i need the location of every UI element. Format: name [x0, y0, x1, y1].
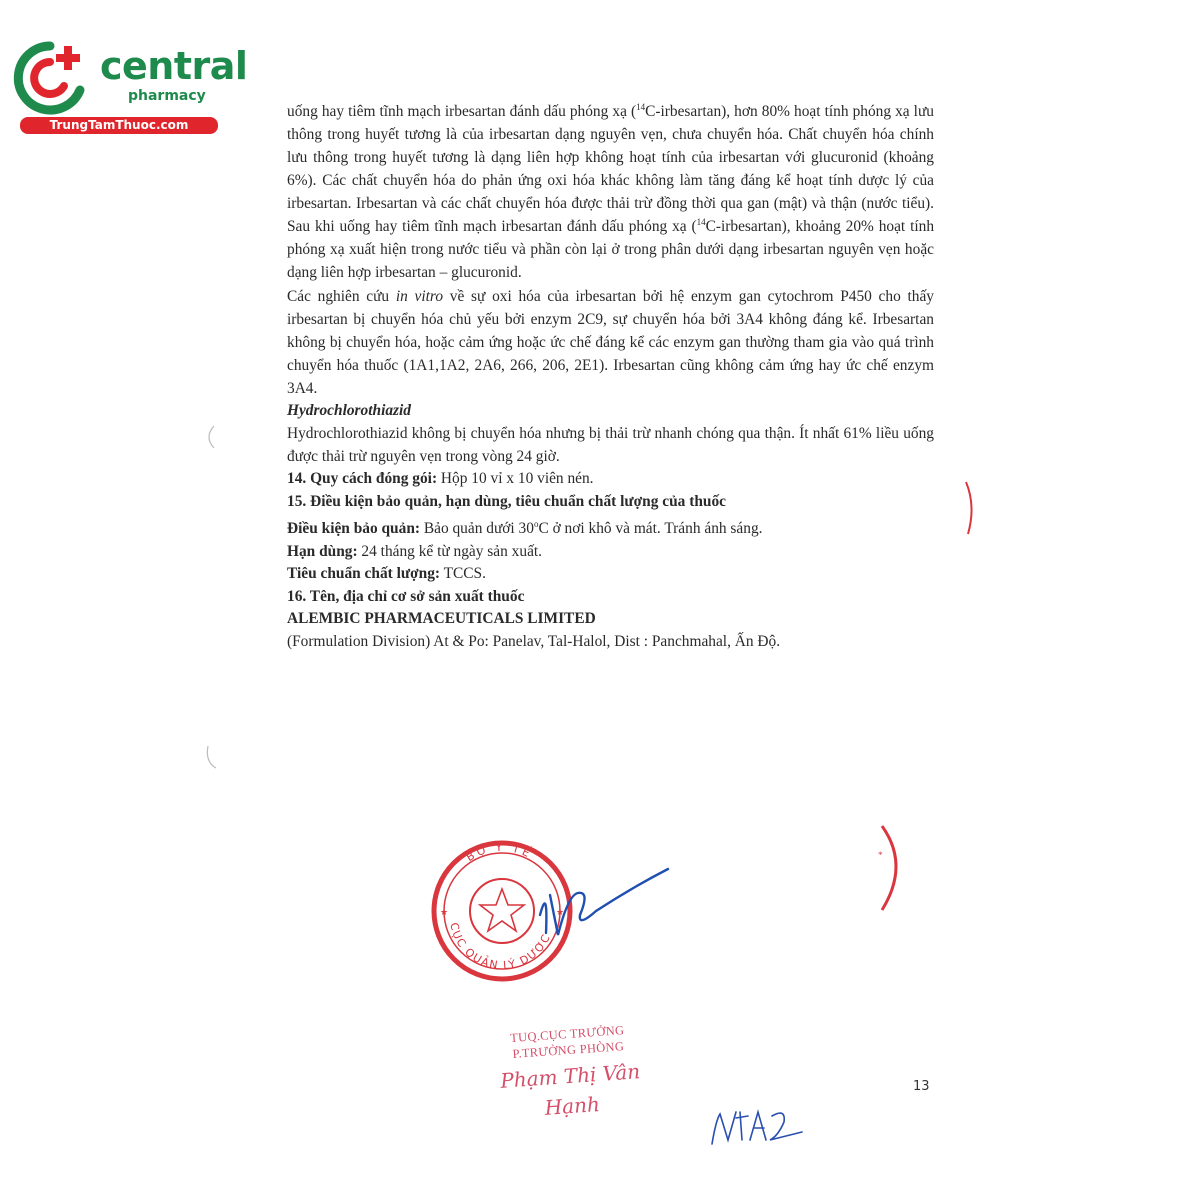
signatory-name: Phạm Thị Vân Hạnh — [499, 1059, 641, 1120]
svg-text:*: * — [878, 850, 883, 860]
section-15-title: 15. Điều kiện bảo quản, hạn dùng, tiêu chuẩn chất lượng của thuốc — [287, 492, 726, 510]
paragraph-hydrochlorothiazid: Hydrochlorothiazid không bị chuyển hóa nhưng bị thải trừ nhanh chóng qua thận. Ít nhất 61% liều uống được thải trừ nguyên vẹn trong vòng 24 giờ. — [287, 425, 934, 465]
storage-conditions: Điều kiện bảo quản: Bảo quản dưới 30$^o$C ở nơi khô và mát. Tránh ánh sáng. — [287, 519, 763, 538]
document-body — [287, 100, 934, 653]
pharmacy-cross-logo-icon — [10, 38, 90, 118]
shelf-life: Hạn dùng: 24 tháng kể từ ngày sản xuất. — [287, 542, 543, 560]
svg-text:★: ★ — [556, 907, 565, 917]
logo-subtitle: pharmacy — [128, 88, 206, 104]
central-pharmacy-logo — [10, 38, 248, 138]
partial-stamp-edge-icon — [960, 478, 980, 538]
logo-wordmark: central — [100, 44, 248, 88]
page-number: 13 — [913, 1079, 930, 1094]
stamp-bottom-text: CỤC QUẢN LÝ DƯỢC — [447, 921, 554, 973]
section-14-packaging: 14. Quy cách đóng gói: Hộp 10 vỉ x 10 viên nén. — [287, 470, 594, 487]
handwritten-initials — [706, 1100, 816, 1150]
signature-block — [467, 1019, 673, 1128]
official-seal-stamp — [428, 835, 678, 985]
quality-standard: Tiêu chuẩn chất lượng: TCCS. — [287, 565, 486, 583]
paragraph-in-vitro: Các nghiên cứu in vitro về sự oxi hóa của irbesartan bởi hệ enzym gan cytochrom P450 cho thấy irbesartan bị chuyển hóa chủ yếu bởi enzym 2C9, sự chuyển hóa bởi 3A4 không đáng kể. Irbesartan không bị chuyển hóa, hoặc cảm ứng hoặc ức chế đáng kể các enzym gan thường tham gia vào quá trình chuyển hóa thuốc (1A1,1A2, 2A6, 266, 206, 2E1). Irbesartan cũng không cảm ứng hay ức chế enzym 3A4. — [287, 288, 934, 397]
paragraph-metabolism: uống hay tiêm tĩnh mạch irbesartan đánh dấu phóng xạ ($^{14}$C-irbesartan), hơn 80% hoạt tính phóng xạ lưu thông trong huyết tương là của irbesartan dạng nguyên vẹn, chưa chuyển hóa. Chất chuyển hóa chính lưu thông trong huyết tương là dạng liên hợp không hoạt tính của irbesartan với glucuronid (khoảng 6%). Các chất chuyển hóa do phản ứng oxi hóa khác không làm tăng đáng kể hoạt tính dược lý của irbesartan. Irbesartan và các chất chuyển hóa được thải trừ đồng thời qua gan (mật) và thận (nước tiểu). Sau khi uống hay tiêm tĩnh mạch irbesartan đánh dấu phóng xạ ($^{14}$C-irbesartan), khoảng 20% hoạt tính phóng xạ xuất hiện trong nước tiểu và phần còn lại ở trong phân dưới dạng irbesartan nguyên vẹn hoặc dạng liên hợp irbesartan – glucuronid. — [287, 102, 935, 281]
manufacturer-address: (Formulation Division) At & Po: Panelav, Tal-Halol, Dist : Panchmahal, Ấn Độ. — [287, 632, 781, 650]
svg-text:★: ★ — [440, 907, 449, 917]
signatory-title-1: TUQ.CỤC TRƯỞNG — [509, 1023, 625, 1046]
heading-hydrochlorothiazid: Hydrochlorothiazid — [287, 402, 411, 419]
manufacturer-name: ALEMBIC PHARMACEUTICALS LIMITED — [287, 610, 596, 628]
scan-mark-icon — [200, 422, 220, 452]
signatory-title-2: P.TRƯỞNG PHÒNG — [512, 1039, 625, 1061]
section-16-title: 16. Tên, địa chỉ cơ sở sản xuất thuốc — [287, 587, 525, 605]
partial-stamp-right-icon — [870, 820, 910, 920]
logo-website-badge: TrungTamThuoc.com — [20, 117, 218, 134]
stamp-top-text: BỘ Y TẾ — [463, 840, 535, 865]
scan-mark-icon — [200, 742, 220, 772]
